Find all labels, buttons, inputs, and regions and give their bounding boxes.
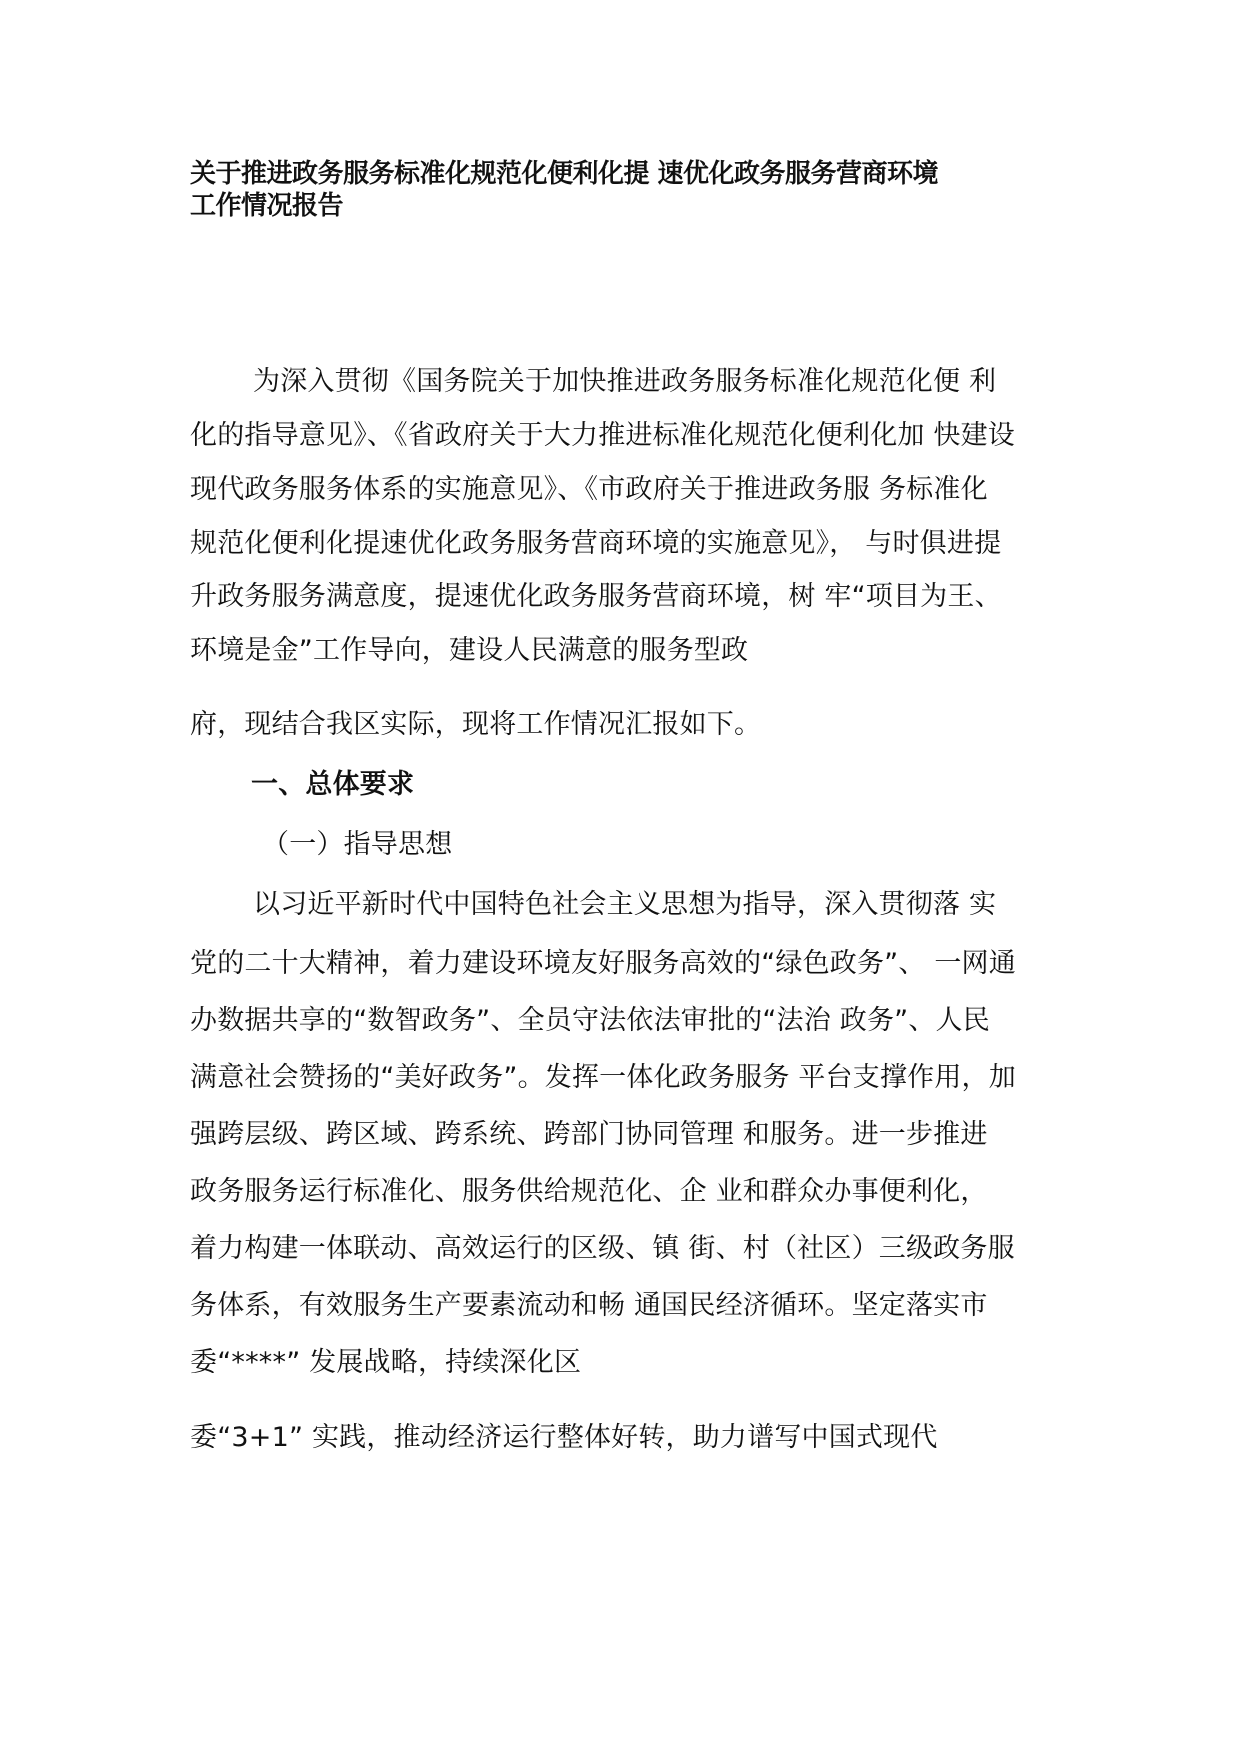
body-line: 务体系，有效服务生产要素流动和畅 通国民经济循环。坚定落实市 [190,1290,988,1321]
body-line: 办数据共享的“数智政务”、全员守法依法审批的“法治 政务”、人民 [190,1005,990,1036]
intro-line: 规范化便利化提速优化政务服务营商环境的实施意见》， 与时俱进提 [190,528,1002,559]
intro-line: 府，现结合我区实际，现将工作情况汇报如下。 [190,709,762,740]
intro-line: 升政务服务满意度，提速优化政务服务营商环境，树 牢“项目为王、 [190,581,1002,612]
intro-line: 现代政务服务体系的实施意见》、《市政府关于推进政务服 务标准化 [190,474,988,505]
body-line: 着力构建一体联动、高效运行的区级、镇 街、村（社区）三级政务服 [190,1233,1015,1264]
title-line: 关于推进政务服务标准化规范化便利化提 速优化政务服务营商环境 [190,159,939,189]
intro-line: 化的指导意见》、《省政府关于大力推进标准化规范化便利化加 快建设 [190,420,1015,451]
body-line: 以习近平新时代中国特色社会主义思想为指导，深入贯彻落 实 [253,889,997,920]
body-line: 政务服务运行标准化、服务供给规范化、企 业和群众办事便利化， [190,1176,988,1207]
intro-line: 为深入贯彻《国务院关于加快推进政务服务标准化规范化便 利 [253,366,997,397]
title-line: 工作情况报告 [190,191,344,221]
intro-line: 环境是金”工作导向，建设人民满意的服务型政 [190,635,749,666]
body-line: 委“3+1” 实践，推动经济运行整体好转，助力谱写中国式现代 [190,1422,938,1453]
document-title [190,158,1070,222]
body-line: 满意社会赞扬的“美好政务”。发挥一体化政务服务 平台支撑作用，加 [190,1062,1016,1093]
section-heading: 一、总体要求 [251,769,415,800]
body-line: 强跨层级、跨区域、跨系统、跨部门协同管理 和服务。进一步推进 [190,1119,988,1150]
body-line: 委“****” 发展战略，持续深化区 [190,1347,582,1378]
body-line: 党的二十大精神，着力建设环境友好服务高效的“绿色政务”、 一网通 [190,948,1016,979]
subsection-heading: （一）指导思想 [262,829,453,860]
